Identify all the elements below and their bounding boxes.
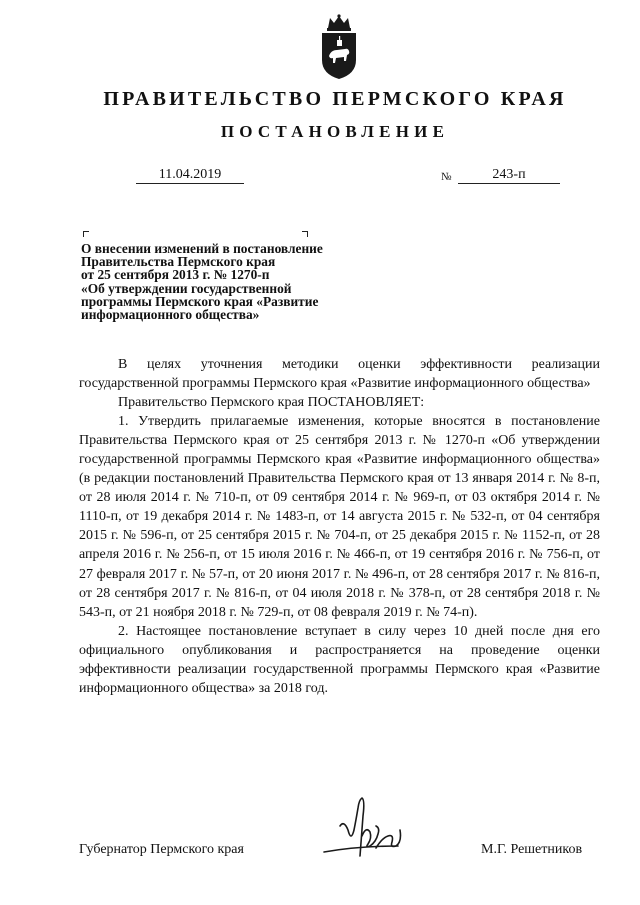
body-paragraph: В целях уточнения методики оценки эффективности реализации государственной программы Пермского края «Развитие информационного общества» xyxy=(79,357,600,392)
perm-krai-coat-of-arms-icon xyxy=(319,14,359,80)
document-body xyxy=(79,355,600,698)
body-paragraph: 1. Утвердить прилагаемые изменения, которые вносятся в постановление Правительства Пермского края от 25 сентября 2013 г. № 1270-п «Об утверждении государственной программы Пермского края «Развитие информационного общества» (в редакции постановлений Правительства Пермского края от 13 января 2014 г. № 8-п, от 28 июля 2014 г. № 710-п, от 09 сентября 2014 г. № 969-п, от 03 октября 2014 г. № 1110-п, от 19 декабря 2014 г. № 1483-п, от 14 августа 2015 г. № 532-п, от 04 сентября 2015 г. № 596-п, от 25 сентября 2015 г. № 704-п, от 25 декабря 2015 г. № 1152-п, от 28 апреля 2016 г. № 256-п, от 15 июля 2016 г. № 466-п, от 19 сентября 2016 г. № 756-п, от 27 февраля 2017 г. № 57-п, от 20 июня 2017 г. № 496-п, от 28 сентября 2017 г. № 816-п, от 28 сентября 2017 г. № 816-п, от 04 июля 2018 г. № 378-п, от 28 сентября 2018 г. № 543-п, от 21 ноября 2018 г. № 729-п, от 08 февраля 2019 г. № 74-п). xyxy=(79,414,600,620)
document-subject: О внесении изменений в постановление Правительства Пермского края от 25 сентября 2013 г. № 1270-п «Об утверждении государственной программы Пермского края «Развитие информационного общества» xyxy=(81,241,323,323)
body-paragraph: 2. Настоящее постановление вступает в силу через 10 дней после дня его официального опубликования и распространяется на проведение оценки эффективности реализации государственной программы Пермского края «Развитие информационного общества» за 2018 год. xyxy=(79,623,600,696)
number-sign: № xyxy=(441,171,452,183)
document-number: 243-п xyxy=(458,167,560,184)
document-type: ПОСТАНОВЛЕНИЕ xyxy=(220,122,450,141)
signer-title: Губернатор Пермского края xyxy=(79,842,244,857)
subject-corner-mark-right xyxy=(302,231,308,237)
handwritten-signature-icon xyxy=(318,786,438,870)
org-title: ПРАВИТЕЛЬСТВО ПЕРМСКОГО КРАЯ xyxy=(103,88,567,110)
document-date: 11.04.2019 xyxy=(136,167,244,184)
subject-corner-mark-left xyxy=(83,231,89,237)
signer-name: М.Г. Решетников xyxy=(481,842,583,857)
body-paragraph: Правительство Пермского края ПОСТАНОВЛЯЕТ: xyxy=(118,395,425,411)
